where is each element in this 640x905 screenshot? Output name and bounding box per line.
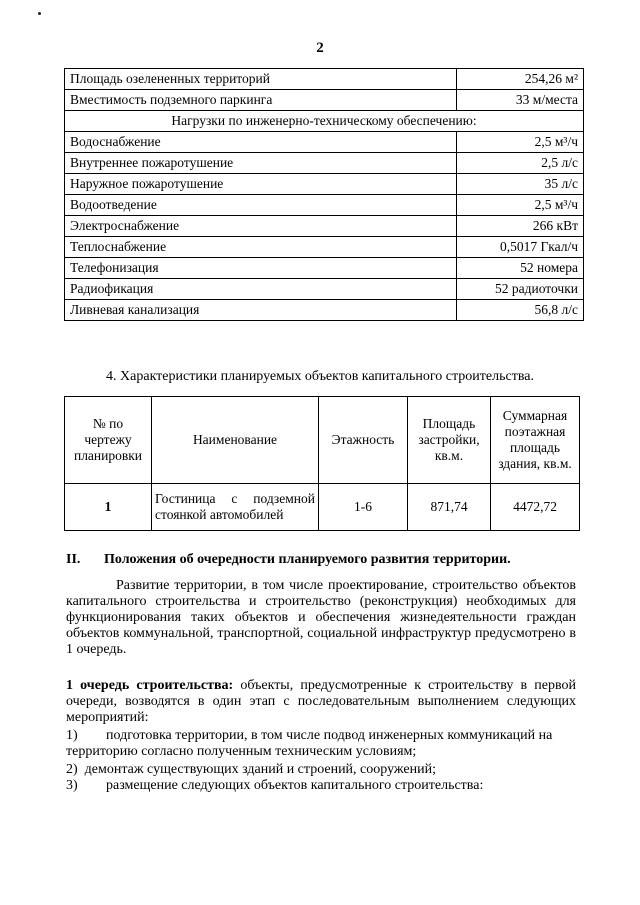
- row-label: Вместимость подземного паркинга: [65, 90, 457, 111]
- table-row: [65, 484, 580, 531]
- row-value: 2,5 м³/ч: [457, 195, 584, 216]
- col-header-area: Площадь застройки, кв.м.: [408, 397, 491, 484]
- list-item-text: демонтаж существующих зданий и строений, сооружений;: [84, 762, 436, 777]
- paragraph-development: [66, 578, 576, 658]
- paragraph-text: Развитие территории, в том числе проектирование, строительство объектов капитального строительства и строительство (реконструкция) необходимых для функционирования таких объектов и обеспечения жизнедеятельности граждан объектов коммунальной, транспортной, социальной инфраструктур предусмотрено в 1 очередь.: [66, 578, 576, 657]
- row-label: Водоотведение: [65, 195, 457, 216]
- table-row: [65, 237, 584, 258]
- table-row: [65, 195, 584, 216]
- table-row: [65, 153, 584, 174]
- table-row: [65, 132, 584, 153]
- section-2-number: II.: [66, 552, 81, 567]
- section-header: Нагрузки по инженерно-техническому обеспечению:: [65, 111, 584, 132]
- table-header-row: [65, 397, 580, 484]
- row-label: Теплоснабжение: [65, 237, 457, 258]
- col-header-floors: Этажность: [319, 397, 408, 484]
- objects-table: [64, 396, 580, 531]
- paragraph-lead: 1 очередь строительства:: [66, 678, 234, 693]
- paragraph-first-stage: [66, 678, 576, 726]
- page-number: 2: [316, 40, 324, 56]
- row-value: 52 номера: [457, 258, 584, 279]
- cell-total-area: 4472,72: [491, 484, 580, 531]
- list-item-label: 1): [66, 728, 78, 743]
- table-row: [65, 300, 584, 321]
- row-label: Площадь озелененных территорий: [65, 69, 457, 90]
- section-2-title: Положения об очередности планируемого развития территории.: [104, 552, 511, 567]
- row-label: Наружное пожаротушение: [65, 174, 457, 195]
- paragraph-text: объекты, предусмотренные к строительству в первой очереди, возводятся в один этап с последовательным выполнением следующих мероприятий:: [66, 678, 576, 725]
- list-item-text: подготовка территории, в том числе подвод инженерных коммуникаций на территорию согласно полученным техническим условиям;: [66, 728, 553, 759]
- row-value: 52 радиоточки: [457, 279, 584, 300]
- row-value: 35 л/с: [457, 174, 584, 195]
- cell-name: Гостиница с подземной стоянкой автомобилей: [152, 484, 319, 531]
- row-label: Ливневая канализация: [65, 300, 457, 321]
- row-value: 56,8 л/с: [457, 300, 584, 321]
- table-row: [65, 258, 584, 279]
- table-row: [65, 216, 584, 237]
- row-label: Радиофикация: [65, 279, 457, 300]
- table-section-row: [65, 111, 584, 132]
- table-row: [65, 174, 584, 195]
- col-header-number: № по чертежу планировки: [65, 397, 152, 484]
- row-label: Водоснабжение: [65, 132, 457, 153]
- list-item: [66, 778, 576, 794]
- row-label: Телефонизация: [65, 258, 457, 279]
- scan-speck: [38, 12, 41, 15]
- row-value: 2,5 л/с: [457, 153, 584, 174]
- row-value: 33 м/места: [457, 90, 584, 111]
- row-value: 0,5017 Гкал/ч: [457, 237, 584, 258]
- list-item: [66, 728, 576, 760]
- cell-area: 871,74: [408, 484, 491, 531]
- row-value: 2,5 м³/ч: [457, 132, 584, 153]
- table-row: [65, 279, 584, 300]
- list-item-label: 2): [66, 762, 78, 777]
- row-value: 254,26 м²: [457, 69, 584, 90]
- table-row: [65, 69, 584, 90]
- section-4-title: 4. Характеристики планируемых объектов капитального строительства.: [106, 369, 534, 384]
- col-header-total-area: Суммарная поэтажная площадь здания, кв.м.: [491, 397, 580, 484]
- loads-table: [64, 68, 584, 321]
- row-value: 266 кВт: [457, 216, 584, 237]
- table-row: [65, 90, 584, 111]
- row-label: Внутреннее пожаротушение: [65, 153, 457, 174]
- col-header-name: Наименование: [152, 397, 319, 484]
- list-item-text: размещение следующих объектов капитального строительства:: [106, 778, 484, 793]
- cell-number: 1: [65, 484, 152, 531]
- cell-floors: 1-6: [319, 484, 408, 531]
- section-2-heading: [66, 552, 511, 568]
- row-label: Электроснабжение: [65, 216, 457, 237]
- list-item: [66, 762, 576, 778]
- list-item-label: 3): [66, 778, 78, 793]
